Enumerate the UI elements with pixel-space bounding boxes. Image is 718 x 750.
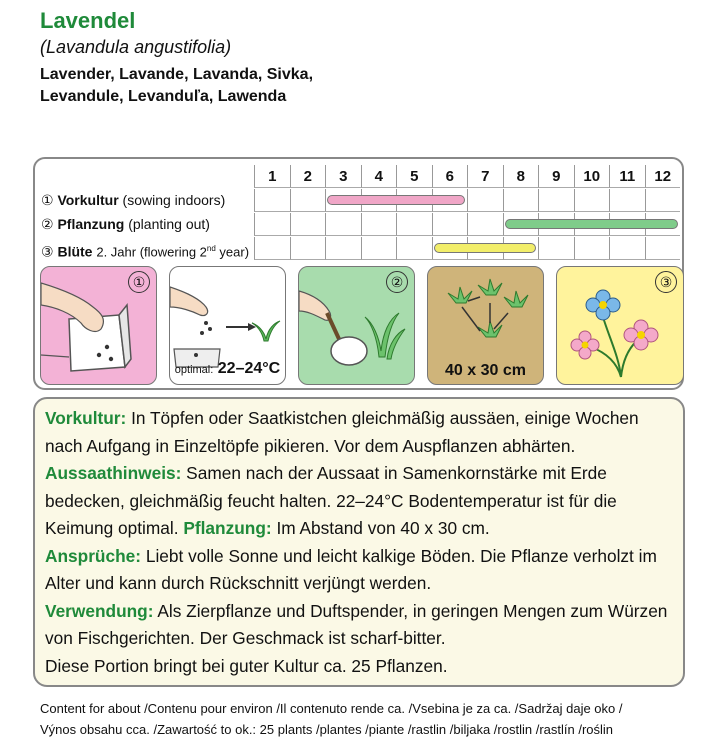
row-name: Pflanzung [57, 216, 125, 232]
latin-name: (Lavandula angustifolia) [40, 37, 232, 57]
month-header-row [35, 165, 680, 188]
month-8: 8 [503, 165, 539, 188]
common-names-line-1: Lavender, Lavande, Lavanda, Sivka, [40, 66, 314, 83]
vorkultur-paragraph [45, 405, 673, 460]
row-desc-pre: 2. Jahr (flowering 2 [96, 244, 207, 260]
month-4: 4 [361, 165, 397, 188]
verwendung-paragraph [45, 598, 673, 653]
panel-germination [169, 266, 286, 385]
row-label-vorkultur [35, 189, 254, 212]
footer-line-1: Content for about /Contenu pour environ /Il contenuto rende ca. /Vsebina je za ca. /Sadržaj daje oko / [40, 701, 623, 716]
calendar-row-bluete [35, 237, 680, 260]
step-number-3: ③ [655, 271, 677, 293]
footer-content-note [40, 698, 700, 740]
month-header-spacer [35, 165, 254, 188]
month-7: 7 [467, 165, 503, 188]
aussaat-label: Aussaathinweis: [45, 463, 182, 483]
row-number: ① [41, 192, 54, 208]
row-number: ③ [41, 243, 54, 260]
pflanzung-text: Im Abstand von 40 x 30 cm. [271, 518, 490, 538]
bar-vorkultur [327, 195, 465, 205]
row-label-bluete [35, 237, 254, 260]
vorkultur-text: In Töpfen oder Saatkistchen gleichmäßig aussäen, einige Wochen nach Aufgang in Einzeltöpfe pikieren. Vor dem Auspflanzen abhärten. [45, 408, 639, 456]
bar-bluete [434, 243, 537, 253]
pflanzung-label: Pflanzung: [183, 518, 272, 538]
optimal-label: optimal: [174, 364, 214, 376]
step-number-2: ② [386, 271, 408, 293]
portion-paragraph: Diese Portion bringt bei guter Kultur ca. 25 Pflanzen. [45, 655, 448, 676]
aussaat-paragraph [45, 460, 673, 543]
ansprueche-paragraph [45, 543, 673, 598]
month-9: 9 [538, 165, 574, 188]
row-label-pflanzung [35, 213, 254, 236]
plant-title: Lavendel [40, 8, 136, 33]
footer-line-2: Výnos obsahu cca. /Zawartość to ok.: 25 plants /plantes /piante /rastlin /biljaka /rostlin /rastlín /roślin [40, 722, 614, 737]
common-names-line-2: Levandule, Levanduľa, Lawenda [40, 88, 287, 105]
panel-planting-out [298, 266, 415, 385]
bar-pflanzung [505, 219, 679, 229]
month-5: 5 [396, 165, 432, 188]
panel-flowering [556, 266, 684, 385]
vorkultur-label: Vorkultur: [45, 408, 127, 428]
header [40, 8, 313, 108]
month-2: 2 [290, 165, 326, 188]
row-name: Blüte [57, 243, 93, 260]
instructions-box [33, 397, 685, 687]
aussaat-text: Samen nach der Aussaat in Samenkornstärke mit Erde bedecken, gleichmäßig feucht halten. 22–24°C Bodentemperatur ist für die Keimung optimal. [45, 463, 617, 538]
row-number: ② [41, 216, 54, 232]
row-desc-post: year) [215, 244, 250, 260]
month-1: 1 [254, 165, 290, 188]
verwendung-label: Verwendung: [45, 600, 154, 621]
panel-spacing [427, 266, 544, 385]
row-desc: (planting out) [128, 216, 210, 232]
month-3: 3 [325, 165, 361, 188]
row-desc: (sowing indoors) [122, 192, 226, 208]
month-11: 11 [609, 165, 645, 188]
temperature-value: 22–24°C [217, 360, 281, 377]
month-12: 12 [645, 165, 681, 188]
month-6: 6 [432, 165, 468, 188]
germination-temp-label [170, 360, 285, 378]
spacing-label: 40 x 30 cm [445, 362, 526, 379]
ansprueche-label: Ansprüche: [45, 545, 142, 566]
panel-sowing-indoors [40, 266, 157, 385]
common-names [40, 64, 313, 108]
verwendung-text: Als Zierpflanze und Duftspender, in geringen Mengen zum Würzen von Fischgerichten. Der Geschmack ist scharf-bitter. [45, 600, 668, 648]
month-10: 10 [574, 165, 610, 188]
row-name: Vorkultur [57, 192, 119, 208]
step-number-1: ① [128, 271, 150, 293]
ansprueche-text: Liebt volle Sonne und leicht kalkige Böden. Die Pflanze verholzt im Alter und kann durch Rückschnitt verjüngt werden. [45, 545, 657, 593]
row-desc-sup: nd [206, 244, 216, 253]
